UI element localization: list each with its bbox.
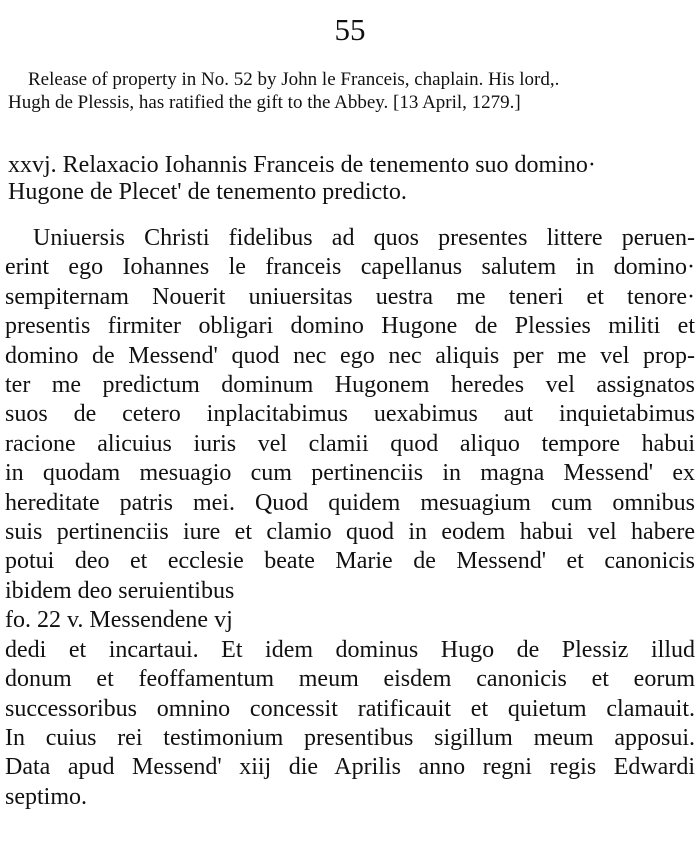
charter-text	[5, 224, 695, 812]
charter-heading	[8, 152, 698, 206]
text-line: domino de Messend' quod nec ego nec aliquis per me vel prop-	[5, 342, 695, 369]
text-line: successoribus omnino concessit ratificauit et quietum clamauit.	[5, 695, 695, 722]
text-line: in quodam mesuagio cum pertinenciis in magna Messend' ex	[5, 460, 695, 487]
text-line: septimo.	[5, 783, 87, 810]
page-number: 55	[334, 12, 366, 47]
text-line: dedi et incartaui. Et idem dominus Hugo de Plessiz illud	[5, 636, 695, 663]
text-line: donum et feoffamentum meum eisdem canonicis et eorum	[5, 666, 695, 693]
text-line: potui deo et ecclesie beate Marie de Messend' et canonicis	[5, 548, 695, 575]
text-line: erint ego Iohannes le franceis capellanus salutem in domino·	[5, 254, 695, 281]
heading-line: Hugone de Plecet' de tenemento predicto.	[8, 179, 407, 205]
text-line: ter me predictum dominum Hugonem heredes vel assignatos	[5, 372, 695, 399]
heading-line: xxvj. Relaxacio Iohannis Franceis de tenemento suo domino·	[8, 152, 596, 178]
text-line: Data apud Messend' xiij die Aprilis anno regni regis Edwardi	[5, 754, 695, 781]
summary-line: Hugh de Plessis, has ratified the gift to the Abbey. [13 April, 1279.]	[8, 92, 521, 113]
text-line: racione alicuius iuris vel clamii quod aliquo tempore habui	[5, 430, 695, 457]
text-line: hereditate patris mei. Quod quidem mesuagium cum omnibus	[5, 489, 695, 516]
text-line: Uniuersis Christi fidelibus ad quos presentes littere peruen-	[33, 225, 695, 251]
text-line: ibidem deo seruientibus	[5, 577, 235, 604]
text-line: sempiternam Nouerit uniuersitas uestra me teneri et tenore·	[5, 283, 695, 310]
folio-marker: fo. 22 v. Messendene vj	[5, 607, 233, 634]
text-line: suos de cetero inplacitabimus uexabimus aut inquietabimus	[5, 401, 695, 428]
text-line: In cuius rei testimonium presentibus sigillum meum apposui.	[5, 724, 695, 751]
text-line: suis pertinenciis iure et clamio quod in eodem habui vel habere	[5, 519, 695, 546]
summary-line: Release of property in No. 52 by John le Franceis, chaplain. His lord,.	[28, 69, 560, 90]
text-line: presentis firmiter obligari domino Hugone de Plessies militi et	[5, 313, 695, 340]
entry-summary	[8, 68, 696, 114]
